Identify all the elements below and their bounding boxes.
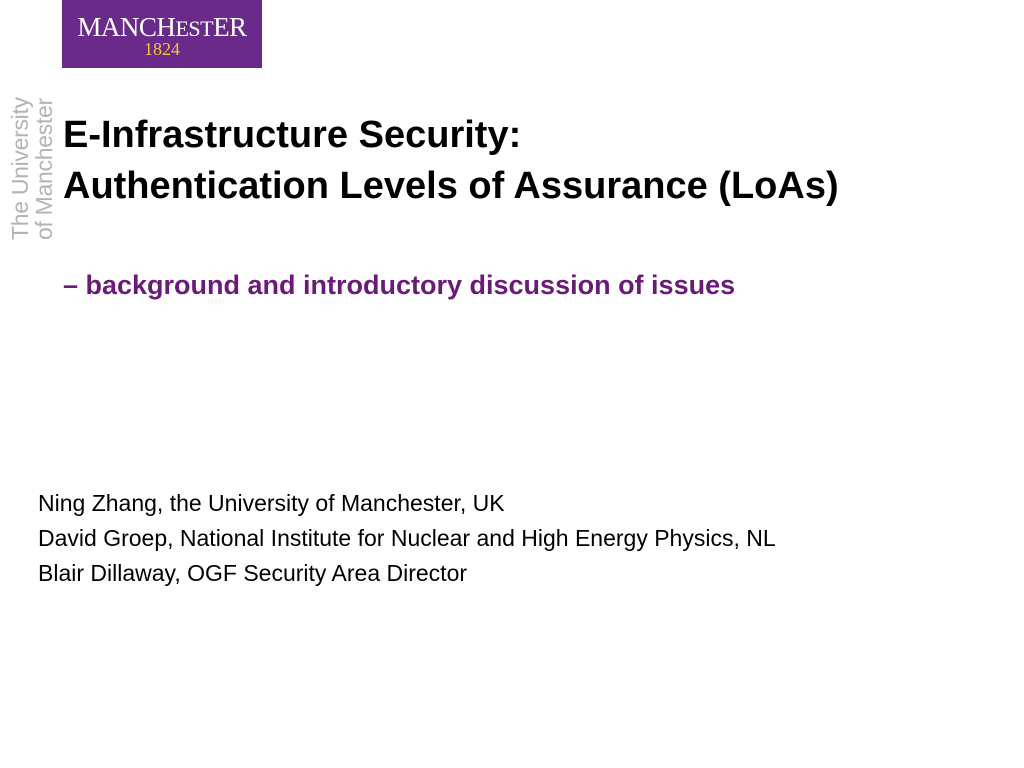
logo-word-part: MANCH <box>77 12 176 42</box>
author-list <box>38 486 776 591</box>
title-line-1: E-Infrastructure Security: <box>63 114 522 156</box>
logo-year: 1824 <box>144 39 180 59</box>
manchester-logo <box>62 0 262 68</box>
side-wordmark-line-1: The University <box>7 97 33 240</box>
side-wordmark-line-2: of Manchester <box>31 98 57 240</box>
author-item: Ning Zhang, the University of Manchester, UK <box>38 490 505 516</box>
university-side-wordmark <box>8 70 56 240</box>
logo-word-part: ER <box>213 12 247 42</box>
title-line-2: Authentication Levels of Assurance (LoAs) <box>63 165 839 207</box>
logo-word-part-accent: EST <box>175 16 214 41</box>
author-item: David Groep, National Institute for Nuclear and High Energy Physics, NL <box>38 525 776 551</box>
author-item: Blair Dillaway, OGF Security Area Director <box>38 560 468 586</box>
logo-wordmark <box>62 14 262 41</box>
slide-subtitle: – background and introductory discussion of issues <box>63 270 736 300</box>
slide-title <box>63 110 839 212</box>
